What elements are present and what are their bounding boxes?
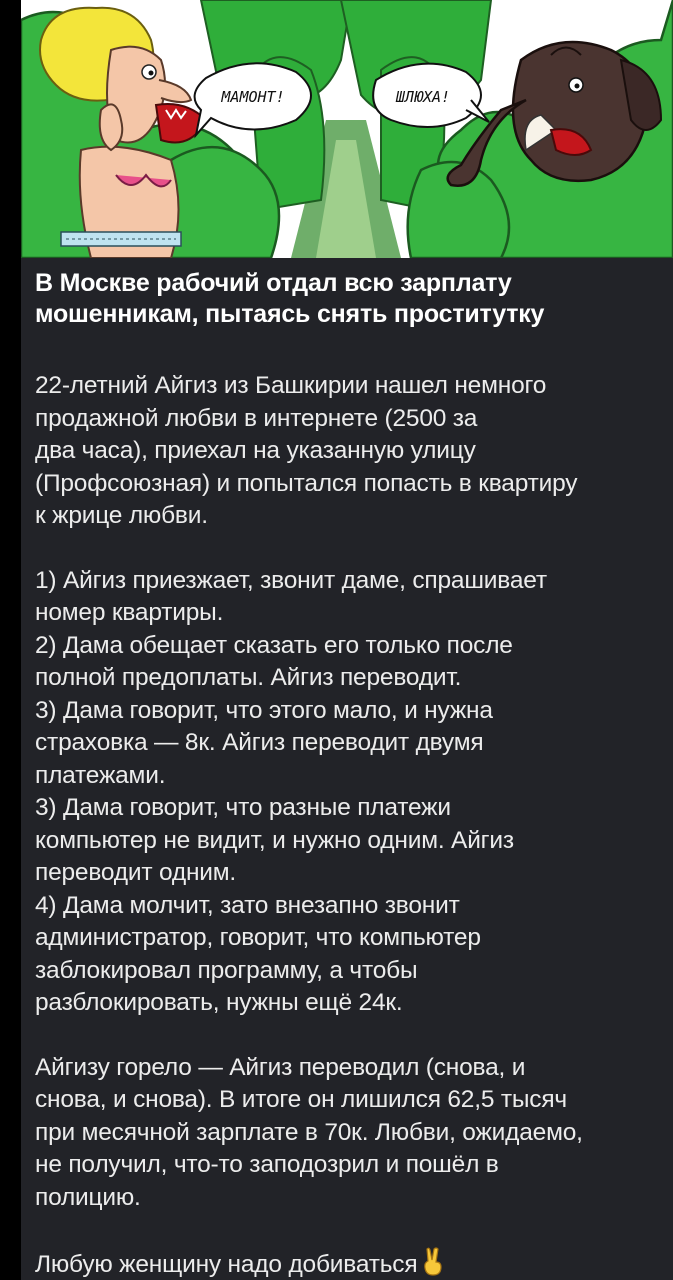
post-illustration[interactable] <box>21 0 673 258</box>
text-line: полной предоплаты. Айгиз переводит. <box>35 664 462 691</box>
paragraph-steps <box>35 565 665 1020</box>
text-line: при месячной зарплате в 70к. Любви, ожидаемо, <box>35 1118 583 1146</box>
text-line: номер квартиры. <box>35 599 224 626</box>
post-text <box>35 268 665 1280</box>
text-line: страховка — 8к. Айгиз переводит двумя <box>35 729 484 756</box>
text-line: (Профсоюзная) и попытался попасть в квартиру <box>35 469 578 497</box>
text-line: Айгизу горело — Айгиз переводил (снова, и <box>35 1053 526 1081</box>
paragraph-outcome <box>35 1052 665 1215</box>
text-line: полицию. <box>35 1183 141 1211</box>
text-line: 3) Дама говорит, что разные платежи <box>35 794 451 821</box>
text-line: 2) Дама обещает сказать его только после <box>35 631 513 659</box>
text-line: платежами. <box>35 761 166 789</box>
paragraph-closing <box>35 1246 665 1280</box>
paragraph-intro <box>35 370 665 533</box>
text-line: Любую женщину надо добиваться <box>35 1251 418 1278</box>
text-line: 22-летний Айгиз из Башкирии нашел немного <box>35 372 547 399</box>
speech-bubble-right-text: ШЛЮХА! <box>395 88 451 106</box>
text-line: продажной любви в интернете (2500 за <box>35 404 478 432</box>
text-line: не получил, что-то заподозрил и пошёл в <box>35 1151 499 1178</box>
victory-hand-emoji <box>421 1246 445 1280</box>
text-line: 3) Дама говорит, что этого мало, и нужна <box>35 696 493 724</box>
text-line: разблокировать, нужны ещё 24к. <box>35 989 403 1016</box>
message-bubble[interactable] <box>21 0 673 1280</box>
post-body <box>35 370 665 1280</box>
post-title: В Москве рабочий отдал всю зарплату мошенникам, пытаясь снять проститутку <box>35 269 545 328</box>
speech-bubble-left-text: МАМОНТ! <box>221 88 285 106</box>
text-line: компьютер не видит, и нужно одним. Айгиз <box>35 826 514 854</box>
text-line: заблокировал программу, а чтобы <box>35 956 418 984</box>
text-line: два часа), приехал на указанную улицу <box>35 437 476 464</box>
text-line: переводит одним. <box>35 859 237 886</box>
text-line: к жрице любви. <box>35 502 208 529</box>
text-line: администратор, говорит, что компьютер <box>35 924 481 951</box>
text-line: 4) Дама молчит, зато внезапно звонит <box>35 891 460 919</box>
text-line: 1) Айгиз приезжает, звонит даме, спрашивает <box>35 566 547 594</box>
text-line: снова, и снова). В итоге он лишился 62,5 тысяч <box>35 1086 567 1113</box>
